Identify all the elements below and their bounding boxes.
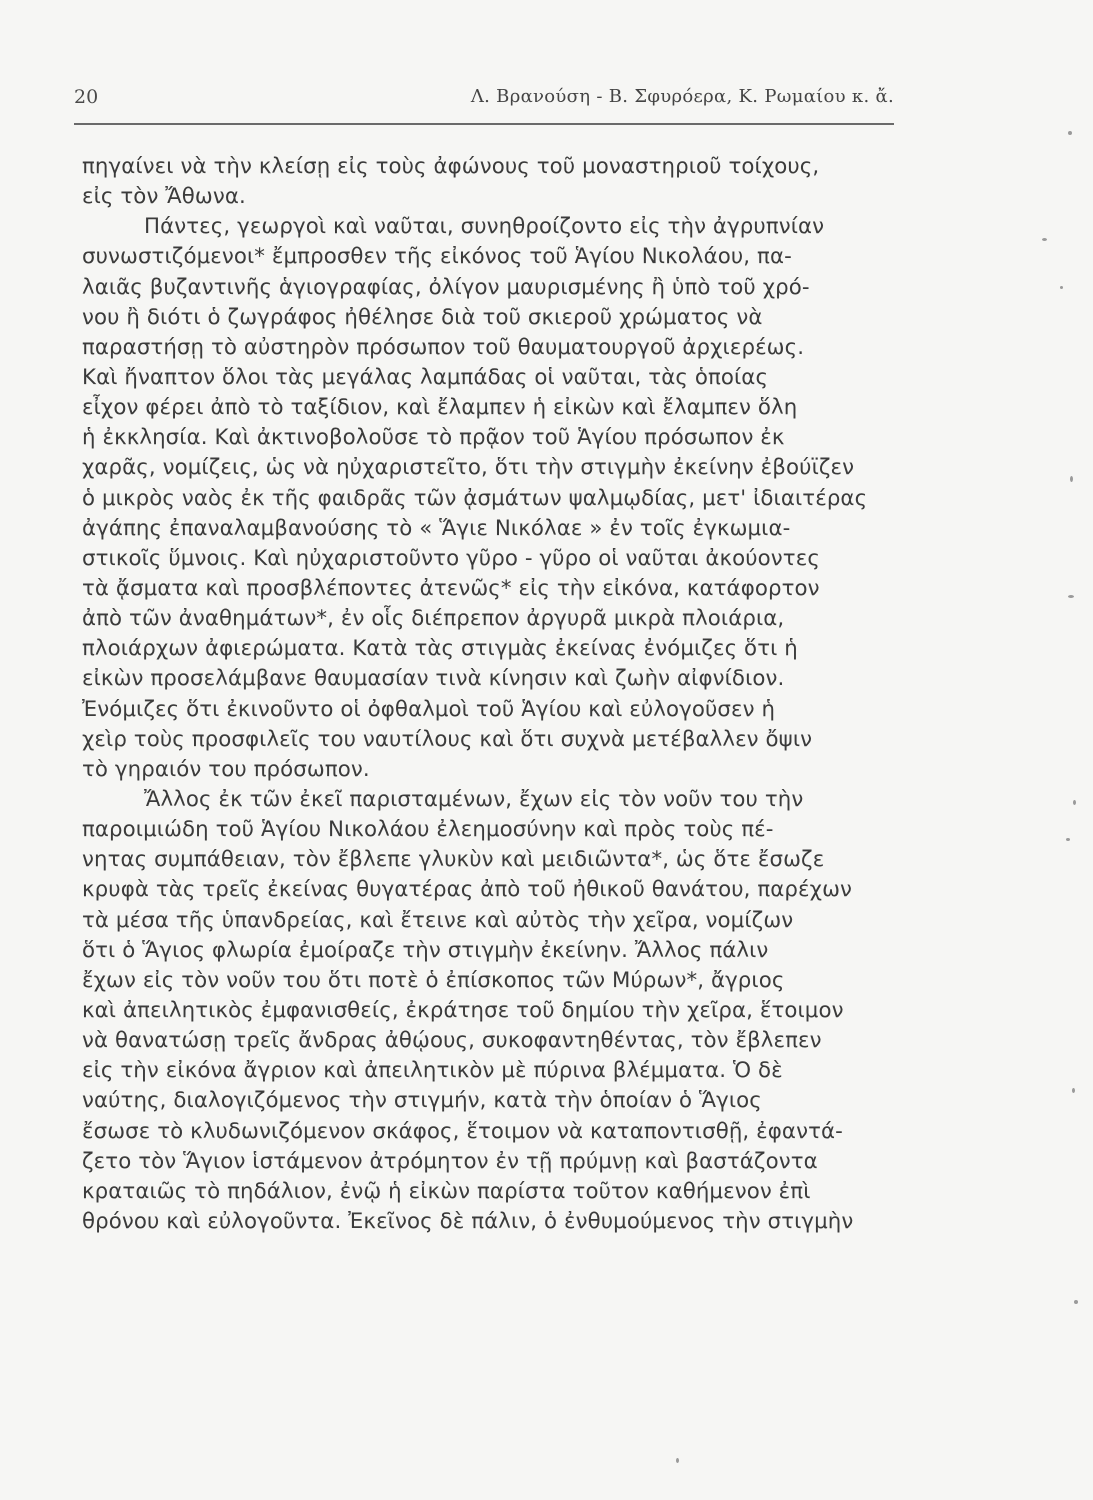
text-line: Πάντες, γεωργοὶ καὶ ναῦται, συνηθροίζοντο εἰς τὴν ἀγρυπνίαν	[144, 214, 825, 240]
text-line: νητας συμπάθειαν, τὸν ἔβλεπε γλυκὺν καὶ μειδιῶντα*, ὡς ὅτε ἔσωζε	[82, 847, 825, 873]
scan-speck	[1060, 286, 1063, 289]
text-line: κρυφὰ τὰς τρεῖς ἐκείνας θυγατέρας ἀπὸ τοῦ ἠθικοῦ θανάτου, παρέχων	[82, 877, 852, 903]
text-line: θρόνου καὶ εὐλογοῦντα. Ἐκεῖνος δὲ πάλιν, ὁ ἐνθυμούμενος τὴν στιγμὴν	[82, 1208, 854, 1234]
text-line: πηγαίνει νὰ τὴν κλείσῃ εἰς τοὺς ἀφώνους τοῦ μοναστηριοῦ τοίχους,	[82, 154, 820, 179]
scan-speck	[1073, 800, 1076, 805]
scan-speck	[676, 1458, 679, 1463]
text-line: παροιμιώδη τοῦ Ἁγίου Νικολάου ἐλεημοσύνην καὶ πρὸς τοὺς πέ-	[82, 817, 774, 843]
text-line: εἰκὼν προσελάμβανε θαυμασίαν τινὰ κίνησιν καὶ ζωὴν αἰφνίδιον.	[82, 666, 785, 692]
text-line: τὰ ᾄσματα καὶ προσβλέποντες ἀτενῶς* εἰς τὴν εἰκόνα, κατάφορτον	[82, 575, 820, 601]
header-rule	[74, 123, 894, 125]
text-line: λαιᾶς βυζαντινῆς ἁγιογραφίας, ὀλίγον μαυρισμένης ἢ ὑπὸ τοῦ χρό-	[82, 274, 810, 300]
body-text	[82, 152, 907, 1237]
text-line: χεὶρ τοὺς προσφιλεῖς του ναυτίλους καὶ ὅτι συχνὰ μετέβαλλεν ὄψιν	[82, 726, 813, 752]
text-line: ναύτης, διαλογιζόμενος τὴν στιγμήν, κατὰ τὴν ὁποίαν ὁ Ἅγιος	[82, 1088, 762, 1114]
text-line: νὰ θανατώσῃ τρεῖς ἄνδρας ἀθῴους, συκοφαντηθέντας, τὸν ἔβλεπεν	[82, 1028, 822, 1054]
scan-speck	[1068, 595, 1074, 598]
text-line: ζετο τὸν Ἅγιον ἱστάμενον ἀτρόμητον ἐν τῇ πρύμνῃ καὶ βαστάζοντα	[82, 1148, 818, 1174]
text-line: τὸ γηραιόν του πρόσωπον.	[82, 756, 370, 782]
text-line: συνωστιζόμενοι* ἔμπροσθεν τῆς εἰκόνος τοῦ Ἁγίου Νικολάου, πα-	[82, 244, 792, 270]
text-line: ἀπὸ τῶν ἀναθημάτων*, ἐν οἷς διέπρεπον ἀργυρᾶ μικρὰ πλοιάρια,	[82, 606, 785, 632]
text-line: κραταιῶς τὸ πηδάλιον, ἐνῷ ἡ εἰκὼν παρίστα τοῦτον καθήμενον ἐπὶ	[82, 1178, 811, 1204]
scan-speck	[1042, 238, 1047, 241]
text-line: Καὶ ἤναπτον ὅλοι τὰς μεγάλας λαμπάδας οἱ ναῦται, τὰς ὁποίας	[82, 364, 769, 390]
text-line: τὰ μέσα τῆς ὑπανδρείας, καὶ ἔτεινε καὶ αὐτὸς τὴν χεῖρα, νομίζων	[82, 907, 794, 933]
text-line: ἡ ἐκκλησία. Καὶ ἀκτινοβολοῦσε τὸ πρᾷον τοῦ Ἁγίου πρόσωπον ἐκ	[82, 425, 785, 451]
text-line: παραστήσῃ τὸ αὐστηρὸν πρόσωπον τοῦ θαυματουργοῦ ἀρχιερέως.	[82, 334, 805, 360]
text-line: ἔσωσε τὸ κλυδωνιζόμενον σκάφος, ἕτοιμον νὰ καταποντισθῇ, ἐφαντά-	[82, 1118, 843, 1144]
scan-speck	[1068, 131, 1072, 135]
text-line: νου ἢ διότι ὁ ζωγράφος ἠθέλησε διὰ τοῦ σκιεροῦ χρώματος νὰ	[82, 304, 763, 330]
text-line: εἶχον φέρει ἀπὸ τὸ ταξίδιον, καὶ ἔλαμπεν ἡ εἰκὼν καὶ ἔλαμπεν ὅλη	[82, 395, 798, 421]
text-line: ὅτι ὁ Ἅγιος φλωρία ἐμοίραζε τὴν στιγμὴν ἐκείνην. Ἄλλος πάλιν	[82, 937, 769, 963]
text-line: Ἐνόμιζες ὅτι ἐκινοῦντο οἱ ὀφθαλμοὶ τοῦ Ἁγίου καὶ εὐλογοῦσεν ἡ	[82, 696, 776, 722]
scan-speck	[1072, 1088, 1075, 1093]
text-line: ἀγάπης ἐπαναλαμβανούσης τὸ « Ἅγιε Νικόλαε » ἐν τοῖς ἐγκωμια-	[82, 515, 791, 541]
scan-speck	[1070, 476, 1073, 482]
text-line: ἔχων εἰς τὸν νοῦν του ὅτι ποτὲ ὁ ἐπίσκοπος τῶν Μύρων*, ἄγριος	[82, 967, 785, 993]
text-line: στικοῖς ὕμνοις. Καὶ ηὐχαριστοῦντο γῦρο - γῦρο οἱ ναῦται ἀκούοντες	[82, 545, 820, 571]
scan-speck	[1066, 838, 1070, 841]
page-number: 20	[74, 86, 99, 108]
running-head: Λ. Βρανούση - Β. Σφυρόερα, Κ. Ρωμαίου κ. ἄ.	[470, 86, 894, 107]
text-line: ὁ μικρὸς ναὸς ἐκ τῆς φαιδρᾶς τῶν ᾀσμάτων ψαλμῳδίας, μετ' ἰδιαιτέρας	[82, 485, 868, 511]
scan-speck	[1074, 1300, 1078, 1304]
page-header	[74, 84, 894, 120]
text-line: πλοιάρχων ἀφιερώματα. Κατὰ τὰς στιγμὰς ἐκείνας ἐνόμιζες ὅτι ἡ	[82, 636, 798, 662]
text-line: Ἄλλος ἐκ τῶν ἐκεῖ παρισταμένων, ἔχων εἰς τὸν νοῦν του τὴν	[144, 786, 804, 812]
text-line: χαρᾶς, νομίζεις, ὡς νὰ ηὐχαριστεῖτο, ὅτι τὴν στιγμὴν ἐκείνην ἐβούϊζεν	[82, 455, 855, 481]
text-line: εἰς τὸν Ἄθωνα.	[82, 184, 246, 210]
text-line: καὶ ἀπειλητικὸς ἐμφανισθείς, ἐκράτησε τοῦ δημίου τὴν χεῖρα, ἕτοιμον	[82, 997, 844, 1023]
text-line: εἰς τὴν εἰκόνα ἄγριον καὶ ἀπειλητικὸν μὲ πύρινα βλέμματα. Ὁ δὲ	[82, 1058, 783, 1084]
